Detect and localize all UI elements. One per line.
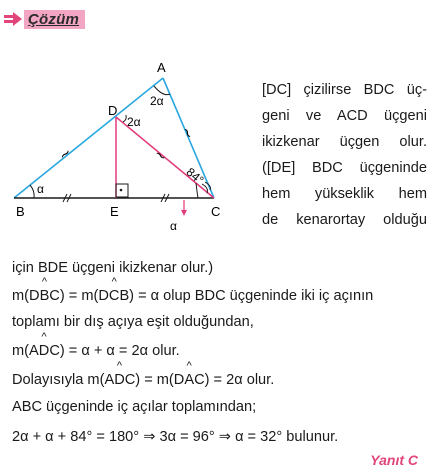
triangle-figure xyxy=(0,50,262,240)
solution-badge xyxy=(4,8,85,30)
arc-at-D xyxy=(123,115,126,122)
side-line-5: hem yükseklik hem xyxy=(262,186,427,202)
angle-A: 2α xyxy=(150,94,164,108)
side-line-4: ([DE] BDC üçgeninde xyxy=(262,160,427,176)
tilde-BD: ~ xyxy=(55,144,76,165)
text-line-5: Dolayısıyla m(A^ DC) = m(D^ AC) = 2α olur. xyxy=(12,372,274,388)
angle-C: 84° xyxy=(183,164,207,188)
text-line-4: m(A^ DC) = α + α = 2α olur. xyxy=(12,343,180,359)
text-line-1: için BDE üçgeni ikizkenar olur.) xyxy=(12,260,214,276)
side-line-6: de kenarortay olduğu xyxy=(262,212,427,228)
label-B: B xyxy=(16,204,25,219)
text-line-3: toplamı bir dış açıya eşit olduğundan, xyxy=(12,314,254,330)
angle-D: 2α xyxy=(127,115,141,129)
tilde-DC: ~ xyxy=(150,145,170,166)
text-line-7: 2α + α + 84° = 180° ⇒ 3α = 96° ⇒ α = 32° bulunur. xyxy=(12,429,339,445)
solution-label: Çözüm xyxy=(24,10,85,29)
label-E: E xyxy=(110,204,119,219)
arrow-right-icon xyxy=(4,12,22,26)
label-D: D xyxy=(108,103,118,118)
text-line-6: ABC üçgeninde iç açılar toplamından; xyxy=(12,399,257,415)
label-C: C xyxy=(211,204,221,219)
angle-B: α xyxy=(37,182,44,196)
side-line-1: [DC] çizilirse BDC üç- xyxy=(262,82,427,98)
arc-at-B xyxy=(30,185,34,198)
side-line-2: geni ve ACD üçgeni xyxy=(262,108,427,124)
tilde-AC: ~ xyxy=(177,124,197,142)
label-A: A xyxy=(157,60,166,75)
text-line-2: m(D^ BC) = m(D^ CB) = α olup BDC üçgeninde iki iç açının xyxy=(12,288,373,304)
side-line-3: ikizkenar üçgen olur. xyxy=(262,134,427,150)
angle-below-C: α xyxy=(170,219,177,233)
answer-label: Yanıt C xyxy=(370,452,418,468)
